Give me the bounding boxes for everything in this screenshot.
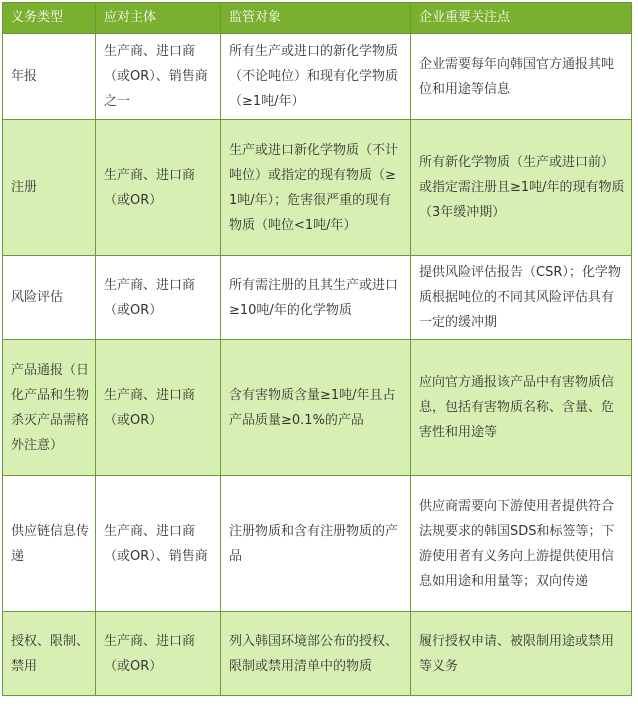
- header-key-concerns: 企业重要关注点: [411, 3, 632, 34]
- header-responsible-party: 应对主体: [96, 3, 221, 34]
- cell-key-concerns: 供应商需要向下游使用者提供符合法规要求的韩国SDS和标签等；下游使用者有义务向上游提供使用信息如用途和用量等；双向传递: [411, 476, 632, 612]
- cell-responsible-party: 生产商、进口商（或OR）: [96, 612, 221, 696]
- cell-key-concerns: 所有新化学物质（生产或进口前）或指定需注册且≥1吨/年的现有物质（3年缓冲期）: [411, 120, 632, 256]
- cell-obligation-type: 供应链信息传递: [3, 476, 96, 612]
- cell-key-concerns: 提供风险评估报告（CSR）；化学物质根据吨位的不同其风险评估具有一定的缓冲期: [411, 256, 632, 340]
- cell-responsible-party: 生产商、进口商（或OR）: [96, 340, 221, 476]
- cell-regulated-object: 注册物质和含有注册物质的产品: [221, 476, 411, 612]
- table-header-row: [3, 3, 632, 34]
- cell-responsible-party: 生产商、进口商（或OR）、销售商之一: [96, 34, 221, 120]
- header-regulated-object: 监管对象: [221, 3, 411, 34]
- cell-responsible-party: 生产商、进口商（或OR）、销售商: [96, 476, 221, 612]
- cell-key-concerns: 应向官方通报该产品中有害物质信息，包括有害物质名称、含量、危害性和用途等: [411, 340, 632, 476]
- cell-responsible-party: 生产商、进口商（或OR）: [96, 256, 221, 340]
- cell-key-concerns: 企业需要每年向韩国官方通报其吨位和用途等信息: [411, 34, 632, 120]
- cell-obligation-type: 年报: [3, 34, 96, 120]
- table-row: [3, 34, 632, 120]
- cell-regulated-object: 所有需注册的且其生产或进口≥10吨/年的化学物质: [221, 256, 411, 340]
- cell-regulated-object: 列入韩国环境部公布的授权、限制或禁用清单中的物质: [221, 612, 411, 696]
- table-row: [3, 476, 632, 612]
- table-row: [3, 340, 632, 476]
- table-row: [3, 612, 632, 696]
- cell-obligation-type: 产品通报（日化产品和生物杀灭产品需格外注意）: [3, 340, 96, 476]
- cell-key-concerns: 履行授权申请、被限制用途或禁用等义务: [411, 612, 632, 696]
- cell-regulated-object: 含有害物质含量≥1吨/年且占产品质量≥0.1%的产品: [221, 340, 411, 476]
- obligations-table: [2, 2, 632, 696]
- cell-obligation-type: 注册: [3, 120, 96, 256]
- cell-obligation-type: 授权、限制、禁用: [3, 612, 96, 696]
- table-row: [3, 120, 632, 256]
- cell-regulated-object: 所有生产或进口的新化学物质（不论吨位）和现有化学物质（≥1吨/年）: [221, 34, 411, 120]
- cell-obligation-type: 风险评估: [3, 256, 96, 340]
- cell-regulated-object: 生产或进口新化学物质（不计吨位）或指定的现有物质（≥1吨/年）；危害很严重的现有物质（吨位<1吨/年）: [221, 120, 411, 256]
- table-row: [3, 256, 632, 340]
- header-obligation-type: 义务类型: [3, 3, 96, 34]
- cell-responsible-party: 生产商、进口商（或OR）: [96, 120, 221, 256]
